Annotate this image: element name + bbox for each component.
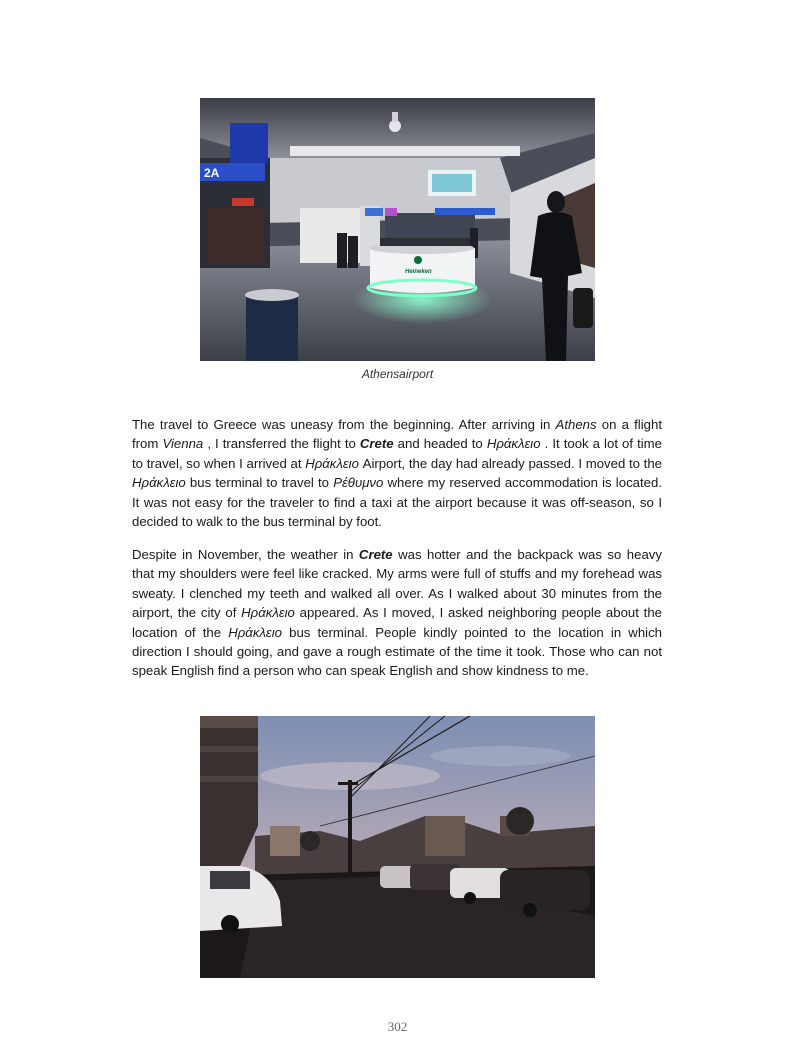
place-athens: Athens: [555, 417, 597, 432]
place-heraklion: Ηράκλειο: [132, 475, 186, 491]
page-number: 302: [387, 1019, 408, 1034]
airport-photo: [200, 98, 595, 361]
photo-caption: Athensairport: [361, 367, 434, 381]
desk-brand-label: Heineken: [405, 269, 432, 275]
place-rethymno: Ρέθυμνο: [333, 475, 384, 491]
place-crete: Crete: [358, 547, 393, 562]
place-heraklion: Ηράκλειο: [241, 605, 295, 621]
street-dusk-photo: [200, 716, 595, 978]
paragraph-1: The travel to Greece was uneasy from the beginning. After arriving in Athens on a flight from Vienna , I transferred the flight to Crete and headed to Ηράκλειο . It took a lot of time to travel, so when I arrived at Ηράκλειο Airport, the day had already passed. I moved to the Ηράκλειο bus terminal to travel to Ρέθυμνο where my reserved accommodation is located. It was not easy for the traveler to find a taxi at the airport because it was off-season, so I decided to walk to the bus terminal by foot.: [132, 417, 663, 530]
place-heraklion: Ηράκλειο: [228, 624, 282, 640]
place-crete: Crete: [359, 436, 394, 452]
place-heraklion: Ηράκλειο: [305, 455, 359, 471]
place-vienna: Vienna: [162, 436, 204, 452]
gate-sign-label: 2A: [204, 166, 220, 180]
paragraph-2: Despite in November, the weather in Crete was hotter and the backpack was so heavy that my shoulders were feel like cracked. My arms were full of stuffs and my forehead was sweaty. I clenched my teeth and walked all over. As I walked about 30 minutes from the airport, the city of Ηράκλειο appeared. As I moved, I asked neighboring people about the location of the Ηράκλειο bus terminal. People kindly pointed to the location in which direction I should going, and gave a rough estimate of the time it took. Those who can not speak English find a person who can speak English and show kindness to me.: [132, 547, 663, 679]
place-heraklion: Ηράκλειο: [486, 436, 541, 452]
